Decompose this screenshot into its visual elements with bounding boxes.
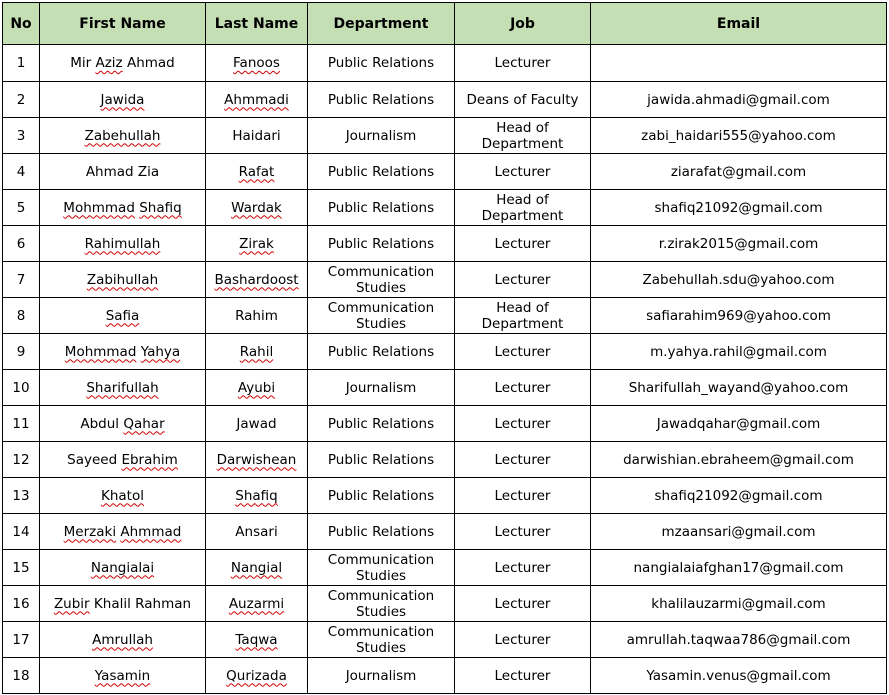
cell-last-name <box>206 45 308 82</box>
cell-department-text: Public Relations <box>327 451 435 468</box>
cell-first-name <box>40 370 206 406</box>
cell-email <box>591 298 887 334</box>
cell-department <box>308 406 455 442</box>
cell-email-text: nangialaiafghan17@gmail.com <box>633 559 844 576</box>
cell-first-name <box>40 82 206 118</box>
cell-job <box>455 622 591 658</box>
cell-email <box>591 334 887 370</box>
table-row <box>3 154 887 190</box>
cell-job <box>455 262 591 298</box>
cell-no-text: 13 <box>12 487 30 504</box>
cell-job <box>455 190 591 226</box>
cell-email <box>591 622 887 658</box>
cell-department <box>308 334 455 370</box>
cell-email-text: m.yahya.rahil@gmail.com <box>650 343 827 360</box>
cell-department-text: Communication Studies <box>327 587 435 620</box>
cell-email-text: amrullah.taqwaa786@gmail.com <box>626 631 851 648</box>
cell-no-text: 7 <box>16 271 26 288</box>
cell-department <box>308 262 455 298</box>
cell-first-name-text: Khatol <box>101 487 144 504</box>
cell-department <box>308 154 455 190</box>
cell-no-text: 14 <box>12 523 30 540</box>
cell-no <box>3 478 40 514</box>
cell-no <box>3 550 40 586</box>
cell-job <box>455 442 591 478</box>
table-row <box>3 622 887 658</box>
table-body <box>3 45 887 694</box>
cell-no-text: 16 <box>12 595 30 612</box>
cell-no <box>3 154 40 190</box>
cell-last-name-text: Ahmmadi <box>224 91 289 108</box>
cell-job-text: Lecturer <box>494 595 551 612</box>
cell-department-text: Public Relations <box>327 91 435 108</box>
cell-last-name <box>206 550 308 586</box>
cell-no <box>3 406 40 442</box>
cell-email-text: jawida.ahmadi@gmail.com <box>647 91 830 108</box>
cell-no-text: 5 <box>16 199 26 216</box>
header-job: Job <box>455 3 591 45</box>
cell-first-name-text: Amrullah <box>92 631 153 648</box>
cell-last-name <box>206 514 308 550</box>
cell-first-name-text: Zabihullah <box>86 271 159 288</box>
cell-email <box>591 118 887 154</box>
cell-email <box>591 586 887 622</box>
cell-email <box>591 658 887 694</box>
cell-job-text: Lecturer <box>494 667 551 684</box>
cell-department-text: Public Relations <box>327 343 435 360</box>
cell-department <box>308 82 455 118</box>
cell-no-text: 3 <box>16 127 26 144</box>
cell-last-name <box>206 154 308 190</box>
cell-email <box>591 190 887 226</box>
cell-email-text: Yasamin.venus@gmail.com <box>646 667 831 684</box>
cell-first-name-text: Zabehullah <box>84 127 161 144</box>
cell-last-name-text: Zirak <box>239 235 274 252</box>
cell-job-text: Lecturer <box>494 379 551 396</box>
cell-job <box>455 406 591 442</box>
table-row <box>3 226 887 262</box>
cell-first-name <box>40 334 206 370</box>
cell-no-text: 17 <box>12 631 30 648</box>
cell-email-text: safiarahim969@yahoo.com <box>646 307 831 324</box>
cell-job-text: Lecturer <box>494 451 551 468</box>
cell-department-text: Public Relations <box>327 415 435 432</box>
cell-last-name-text: Fanoos <box>233 55 280 71</box>
cell-department-text: Public Relations <box>327 163 435 180</box>
cell-no <box>3 45 40 82</box>
cell-last-name <box>206 190 308 226</box>
cell-first-name <box>40 154 206 190</box>
cell-email <box>591 262 887 298</box>
cell-job <box>455 154 591 190</box>
cell-first-name-text: Nangialai <box>90 559 155 576</box>
cell-job <box>455 658 591 694</box>
table-row <box>3 406 887 442</box>
cell-no <box>3 514 40 550</box>
header-row <box>3 3 887 45</box>
header-last-name: Last Name <box>206 3 308 45</box>
cell-department-text: Communication Studies <box>327 623 435 656</box>
cell-department <box>308 118 455 154</box>
cell-first-name <box>40 190 206 226</box>
cell-last-name <box>206 334 308 370</box>
table-row <box>3 514 887 550</box>
cell-department <box>308 514 455 550</box>
cell-no <box>3 334 40 370</box>
table-row <box>3 190 887 226</box>
cell-email-text: shafiq21092@gmail.com <box>654 487 823 504</box>
cell-no <box>3 190 40 226</box>
cell-department <box>308 658 455 694</box>
cell-email <box>591 478 887 514</box>
cell-department-text: Journalism <box>345 127 417 144</box>
cell-last-name <box>206 586 308 622</box>
cell-no <box>3 118 40 154</box>
cell-no-text: 8 <box>16 307 26 324</box>
cell-job-text: Lecturer <box>494 415 551 432</box>
cell-last-name-text: Wardak <box>231 199 282 216</box>
cell-department-text: Public Relations <box>327 55 435 71</box>
cell-last-name-text: Shafiq <box>235 487 278 504</box>
cell-department-text: Public Relations <box>327 523 435 540</box>
cell-department <box>308 298 455 334</box>
cell-email <box>591 370 887 406</box>
table-row <box>3 82 887 118</box>
cell-last-name-text: Ayubi <box>237 379 276 396</box>
cell-email <box>591 154 887 190</box>
cell-last-name <box>206 82 308 118</box>
cell-first-name <box>40 478 206 514</box>
staff-table <box>2 2 887 694</box>
cell-last-name-text: Nangial <box>230 559 283 576</box>
cell-no <box>3 442 40 478</box>
cell-job-text: Lecturer <box>494 55 551 71</box>
cell-last-name-text: Jawad <box>236 415 277 432</box>
cell-department <box>308 622 455 658</box>
table-row <box>3 118 887 154</box>
cell-department <box>308 226 455 262</box>
cell-email-text: Zabehullah.sdu@yahoo.com <box>642 271 835 288</box>
cell-first-name <box>40 45 206 82</box>
cell-job <box>455 370 591 406</box>
cell-department <box>308 442 455 478</box>
header-first-name: First Name <box>40 3 206 45</box>
cell-no-text: 15 <box>12 559 30 576</box>
cell-last-name <box>206 118 308 154</box>
table-row <box>3 298 887 334</box>
cell-no <box>3 622 40 658</box>
cell-first-name-text: Safia <box>105 307 140 324</box>
cell-job-text: Head of Department <box>481 299 564 332</box>
cell-last-name-text: Rafat <box>238 163 275 180</box>
cell-no-text: 10 <box>12 379 30 396</box>
cell-department <box>308 550 455 586</box>
cell-first-name-text: Mir Aziz Ahmad <box>70 55 175 71</box>
cell-first-name-text: Mohmmad Shafiq <box>63 199 182 216</box>
cell-last-name <box>206 622 308 658</box>
cell-job <box>455 514 591 550</box>
cell-department <box>308 190 455 226</box>
cell-job <box>455 586 591 622</box>
cell-email-text: mzaansari@gmail.com <box>661 523 816 540</box>
cell-no-text: 18 <box>12 667 30 684</box>
cell-department-text: Public Relations <box>327 199 435 216</box>
cell-no <box>3 298 40 334</box>
cell-last-name-text: Ansari <box>235 523 278 540</box>
cell-job-text: Deans of Faculty <box>466 91 579 108</box>
header-no: No <box>3 3 40 45</box>
cell-first-name <box>40 298 206 334</box>
cell-email-text: darwishian.ebraheem@gmail.com <box>623 451 854 468</box>
cell-no-text: 2 <box>16 91 26 108</box>
cell-email-text: zabi_haidari555@yahoo.com <box>641 127 836 144</box>
cell-job-text: Head of Department <box>481 191 564 224</box>
table-row <box>3 550 887 586</box>
cell-job <box>455 118 591 154</box>
cell-department <box>308 586 455 622</box>
cell-last-name <box>206 370 308 406</box>
cell-last-name-text: Bashardoost <box>214 271 299 288</box>
cell-first-name-text: Mohmmad Yahya <box>64 343 181 360</box>
cell-job-text: Lecturer <box>494 235 551 252</box>
cell-no <box>3 262 40 298</box>
cell-first-name-text: Merzaki Ahmmad <box>63 523 182 540</box>
cell-department-text: Public Relations <box>327 235 435 252</box>
cell-last-name <box>206 442 308 478</box>
cell-job-text: Lecturer <box>494 559 551 576</box>
cell-first-name <box>40 586 206 622</box>
cell-first-name-text: Rahimullah <box>84 235 161 252</box>
cell-email-text: r.zirak2015@gmail.com <box>658 235 819 252</box>
cell-email-text: ziarafat@gmail.com <box>670 163 807 180</box>
cell-last-name <box>206 406 308 442</box>
cell-job-text: Lecturer <box>494 487 551 504</box>
cell-last-name-text: Qurizada <box>226 667 287 684</box>
cell-job <box>455 45 591 82</box>
cell-first-name <box>40 442 206 478</box>
cell-email <box>591 550 887 586</box>
cell-first-name-text: Sayeed Ebrahim <box>67 451 178 468</box>
cell-job <box>455 334 591 370</box>
table-row <box>3 45 887 82</box>
cell-job <box>455 478 591 514</box>
cell-email-text: shafiq21092@gmail.com <box>654 199 823 216</box>
cell-last-name-text: Darwishean <box>216 451 297 468</box>
table-row <box>3 478 887 514</box>
cell-last-name <box>206 298 308 334</box>
cell-email <box>591 442 887 478</box>
cell-department-text: Journalism <box>345 379 417 396</box>
cell-email-text: khalilauzarmi@gmail.com <box>651 595 826 612</box>
cell-first-name-text: Zubir Khalil Rahman <box>53 595 192 612</box>
header-department: Department <box>308 3 455 45</box>
cell-email <box>591 82 887 118</box>
cell-job <box>455 82 591 118</box>
table-row <box>3 262 887 298</box>
cell-no-text: 4 <box>16 163 26 180</box>
cell-last-name-text: Taqwa <box>235 631 278 648</box>
cell-last-name <box>206 226 308 262</box>
cell-department <box>308 478 455 514</box>
cell-department-text: Communication Studies <box>327 299 435 332</box>
staff-table-container <box>2 2 887 694</box>
table-row <box>3 658 887 694</box>
cell-first-name <box>40 550 206 586</box>
cell-job <box>455 298 591 334</box>
cell-last-name <box>206 478 308 514</box>
cell-email <box>591 45 887 82</box>
cell-email <box>591 226 887 262</box>
cell-no-text: 6 <box>16 235 26 252</box>
cell-no <box>3 586 40 622</box>
cell-department <box>308 370 455 406</box>
cell-last-name-text: Rahil <box>239 343 274 360</box>
cell-department-text: Communication Studies <box>327 551 435 584</box>
cell-last-name-text: Rahim <box>235 307 278 324</box>
cell-job <box>455 226 591 262</box>
cell-first-name <box>40 658 206 694</box>
cell-job-text: Lecturer <box>494 343 551 360</box>
cell-email-text: Sharifullah_wayand@yahoo.com <box>628 379 849 396</box>
cell-email <box>591 406 887 442</box>
table-row <box>3 442 887 478</box>
cell-first-name-text: Abdul Qahar <box>80 415 165 432</box>
cell-first-name <box>40 406 206 442</box>
header-email: Email <box>591 3 887 45</box>
cell-last-name <box>206 262 308 298</box>
cell-no-text: 1 <box>16 55 26 71</box>
cell-job-text: Lecturer <box>494 631 551 648</box>
cell-first-name-text: Sharifullah <box>86 379 159 396</box>
cell-last-name-text: Auzarmi <box>228 595 285 612</box>
table-row <box>3 370 887 406</box>
cell-no-text: 11 <box>12 415 30 432</box>
cell-first-name <box>40 514 206 550</box>
cell-first-name-text: Ahmad Zia <box>85 163 160 180</box>
cell-first-name <box>40 118 206 154</box>
cell-last-name <box>206 658 308 694</box>
cell-department <box>308 45 455 82</box>
cell-job-text: Lecturer <box>494 271 551 288</box>
cell-last-name-text: Haidari <box>232 127 281 144</box>
cell-first-name-text: Yasamin <box>94 667 151 684</box>
table-row <box>3 334 887 370</box>
cell-job-text: Head of Department <box>481 119 564 152</box>
cell-first-name <box>40 622 206 658</box>
cell-no-text: 9 <box>16 343 26 360</box>
cell-job <box>455 550 591 586</box>
cell-first-name-text: Jawida <box>100 91 145 108</box>
cell-job-text: Lecturer <box>494 163 551 180</box>
table-header <box>3 3 887 45</box>
cell-no <box>3 370 40 406</box>
cell-department-text: Communication Studies <box>327 263 435 296</box>
cell-no <box>3 226 40 262</box>
cell-first-name <box>40 262 206 298</box>
cell-first-name <box>40 226 206 262</box>
cell-department-text: Journalism <box>345 667 417 684</box>
table-row <box>3 586 887 622</box>
cell-email-text: Jawadqahar@gmail.com <box>656 415 821 432</box>
cell-job-text: Lecturer <box>494 523 551 540</box>
cell-no-text: 12 <box>12 451 30 468</box>
cell-no <box>3 82 40 118</box>
cell-email <box>591 514 887 550</box>
cell-department-text: Public Relations <box>327 487 435 504</box>
cell-no <box>3 658 40 694</box>
